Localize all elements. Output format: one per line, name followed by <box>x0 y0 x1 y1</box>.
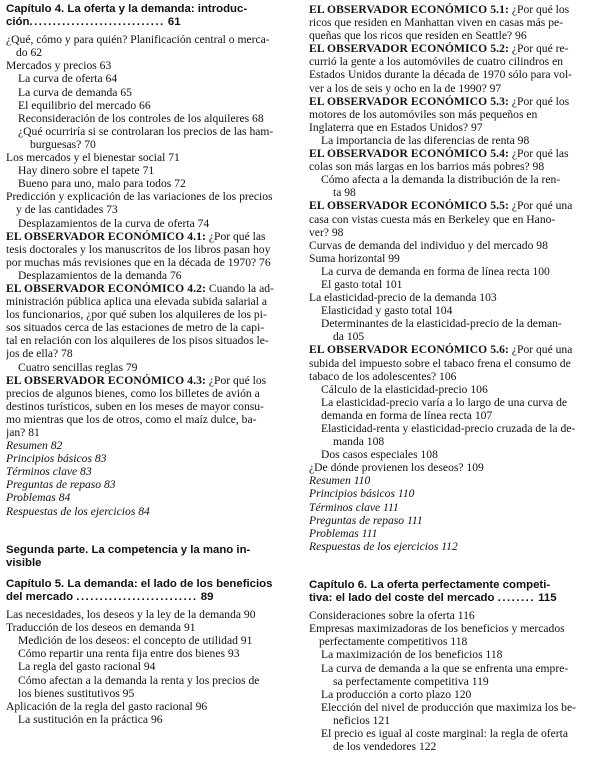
toc-entry: Aplicación de la regla del gasto racional 96 <box>6 699 208 713</box>
toc-entry: Inglaterra que en Estados Unidos? 97 <box>309 120 483 134</box>
toc-entry: Elasticidad-renta y elasticidad-precio cruzada de la de- <box>321 422 576 435</box>
chapter-6-title: Capítulo 6. La oferta perfectamente competi- <box>309 578 551 591</box>
toc-entry: Cómo repartir una renta fija entre dos bienes 93 <box>18 647 240 661</box>
toc-entry: Términos clave 111 <box>309 500 399 514</box>
chapter-5-title-cont <box>6 591 292 604</box>
chapter-4-title: Capítulo 4. La oferta y la demanda: introduc- <box>6 3 248 15</box>
toc-entry: Empresas maximizadoras de los beneficios y mercados <box>309 622 565 636</box>
toc-entry: demanda en forma de línea recta 107 <box>321 408 493 422</box>
observer-text: ¿Por qué los <box>508 3 570 16</box>
chapter-6-page: 115 <box>538 592 557 605</box>
toc-entry: Desplazamientos de la curva de oferta 74 <box>18 216 210 230</box>
toc-entry: ricos que residen en Manhattan viven en casas más pe- <box>309 16 564 30</box>
leader-dots: ............................. <box>29 16 165 29</box>
toc-entry: La producción a corto plazo 120 <box>321 687 472 701</box>
toc-entry: El equilibrio del mercado 66 <box>18 98 151 112</box>
toc-entry: y de las cantidades 73 <box>16 203 118 217</box>
toc-entry: Medición de los deseos: el concepto de utilidad 91 <box>18 634 253 648</box>
toc-entry: subida del impuesto sobre el tabaco frena el consumo de <box>309 356 571 370</box>
toc-entry: ver a los de seis y ocho en la de 1990? 97 <box>309 81 502 95</box>
observer-label: EL OBSERVADOR ECONÓMICO 5.6: <box>309 343 509 357</box>
toc-entry: ver? 98 <box>309 225 344 239</box>
observer-label: EL OBSERVADOR ECONÓMICO 5.1: <box>309 3 509 16</box>
observer-4-1 <box>6 230 292 243</box>
toc-entry: de los vendedores 122 <box>333 740 437 754</box>
observer-label: EL OBSERVADOR ECONÓMICO 5.3: <box>309 94 509 108</box>
toc-entry: Resumen 110 <box>309 474 371 488</box>
toc-entry: colas son más largas en los barrios más pobres? 98 <box>309 160 545 174</box>
observer-5-1 <box>309 3 594 16</box>
toc-entry: motores de los automóviles son más pequeños en <box>309 107 538 121</box>
toc-entry: Respuestas de los ejercicios 112 <box>309 539 458 553</box>
observer-4-3 <box>6 374 292 387</box>
toc-entry: Cómo afecta a la demanda la distribución de la ren- <box>321 173 561 187</box>
toc-entry: sa perfectamente competitiva 119 <box>333 674 489 688</box>
toc-entry: ministración pública aplica una elevada subida salarial a <box>6 295 268 309</box>
toc-entry: Suma horizontal 99 <box>309 251 400 265</box>
observer-label: EL OBSERVADOR ECONÓMICO 5.5: <box>309 199 509 213</box>
toc-entry: casa con vistas cuesta más en Berkeley que en Hano- <box>309 212 556 226</box>
toc-entry: Predicción y explicación de las variaciones de los precios <box>6 190 273 204</box>
toc-entry: Resumen 82 <box>6 439 63 453</box>
toc-entry: Principios básicos 83 <box>6 452 107 466</box>
observer-text: ¿Por qué una <box>508 199 573 213</box>
toc-entry: Dos casos especiales 108 <box>321 448 438 462</box>
toc-entry: neficios 121 <box>333 713 390 727</box>
toc-entry: Elasticidad y gasto total 104 <box>321 304 453 318</box>
toc-entry: sos situados cerca de las estaciones de metro de la capi- <box>6 321 265 335</box>
toc-entry: ta 98 <box>333 186 356 200</box>
toc-entry: tal en relación con los alquileres de los pisos situados le- <box>6 334 269 348</box>
toc-entry: Consideraciones sobre la oferta 116 <box>309 609 475 623</box>
toc-entry: da 105 <box>333 330 365 344</box>
toc-entry: La regla del gasto racional 94 <box>18 660 156 674</box>
toc-entry: Cuatro sencillas reglas 79 <box>18 360 138 374</box>
toc-entry: Estados Unidos durante la década de 1970 sólo para vol- <box>309 68 573 82</box>
toc-entry: Mercados y precios 63 <box>6 59 112 73</box>
chapter-6-title-cont <box>309 592 594 605</box>
toc-entry: Respuestas de los ejercicios 84 <box>6 504 150 518</box>
toc-entry: Las necesidades, los deseos y la ley de la demanda 90 <box>6 608 256 622</box>
observer-text: ¿Por qué las <box>508 147 569 161</box>
observer-label: EL OBSERVADOR ECONÓMICO 4.3: <box>6 373 206 387</box>
toc-entry: La curva de oferta 64 <box>18 72 118 86</box>
toc-entry: Cómo afectan a la demanda la renta y los precios de <box>18 673 260 687</box>
toc-entry: tabaco de los adolescentes? 106 <box>309 369 457 383</box>
toc-entry: La curva de demanda a la que se enfrenta una empre- <box>321 661 569 675</box>
toc-entry: los bienes sustitutivos 95 <box>18 686 135 700</box>
toc-entry: burguesas? 70 <box>30 137 96 151</box>
observer-label: EL OBSERVADOR ECONÓMICO 4.2: <box>6 281 206 295</box>
toc-entry: Bueno para uno, malo para todos 72 <box>18 177 186 191</box>
chapter-6-title-end: tiva: el lado del coste del mercado <box>309 592 495 605</box>
toc-entry: queñas que los ricos que residen en Seattle? 96 <box>309 29 527 43</box>
toc-entry: La curva de demanda en forma de línea recta 100 <box>321 264 550 278</box>
observer-label: EL OBSERVADOR ECONÓMICO 5.4: <box>309 147 509 161</box>
observer-5-5 <box>309 199 594 212</box>
toc-entry: por muchas más revisiones que en la década de 1970? 76 <box>6 255 271 269</box>
right-column <box>309 3 594 753</box>
toc-entry: El precio es igual al coste marginal: la regla de oferta <box>321 726 569 740</box>
toc-entry: los funcionarios, ¿por qué suben los alquileres de los pi- <box>6 308 267 322</box>
observer-5-2 <box>309 42 594 55</box>
observer-5-3 <box>309 95 594 108</box>
toc-entry: La importancia de las diferencias de renta 98 <box>321 133 530 147</box>
observer-5-6 <box>309 343 594 356</box>
toc-entry: ¿Qué ocurriría si se controlaran los precios de las ham- <box>18 124 274 138</box>
toc-entry: La elasticidad-precio varía a lo largo de una curva de <box>321 395 568 409</box>
observer-5-4 <box>309 147 594 160</box>
toc-entry: Elección del nivel de producción que maximiza los be- <box>321 700 576 714</box>
toc-entry: Determinantes de la elasticidad-precio de la deman- <box>321 317 562 331</box>
toc-entry: Preguntas de repaso 83 <box>6 478 116 492</box>
toc-entry: La sustitución en la práctica 96 <box>18 712 163 726</box>
left-column <box>6 3 292 726</box>
toc-entry: Cálculo de la elasticidad-precio 106 <box>321 382 488 396</box>
chapter-4-page: 61 <box>167 16 181 29</box>
toc-entry: jos de ella? 78 <box>6 347 73 361</box>
chapter-4-title-cont <box>6 16 292 29</box>
part-2-title-cont: visible <box>6 556 42 569</box>
toc-entry: Problemas 111 <box>309 526 378 540</box>
toc-entry: mo mientras que los de otros, como el maíz dulce, ba- <box>6 412 257 426</box>
toc-entry: tesis doctorales y los manuscritos de los libros pasan hoy <box>6 242 271 256</box>
observer-text: Cuando la ad- <box>205 281 274 295</box>
observer-text: ¿Por qué los <box>508 94 570 108</box>
toc-entry: Traducción de los deseos en demanda 91 <box>6 621 196 635</box>
chapter-5-title: Capítulo 5. La demanda: el lado de los beneficios <box>6 577 273 590</box>
toc-entry: do 62 <box>16 46 43 60</box>
part-2-title: Segunda parte. La competencia y la mano in- <box>6 543 251 556</box>
toc-entry: precios de algunos bienes, como los billetes de avión a <box>6 386 260 400</box>
toc-entry: Principios básicos 110 <box>309 487 415 501</box>
observer-text: ¿Por qué los <box>205 373 267 387</box>
toc-entry: manda 108 <box>333 435 385 449</box>
toc-entry: destinos turísticos, suben en los meses de mayor consu- <box>6 399 264 413</box>
leader-dots: ........ <box>497 592 535 605</box>
observer-4-2 <box>6 282 292 295</box>
toc-entry: La maximización de los beneficios 118 <box>321 648 503 662</box>
toc-entry: Reconsideración de los controles de los alquileres 68 <box>18 111 264 125</box>
toc-entry: jan? 81 <box>6 426 40 439</box>
toc-entry: Hay dinero sobre el tapete 71 <box>18 164 155 178</box>
toc-entry: currió la gente a los automóviles de cuatro cilindros en <box>309 55 564 69</box>
toc-entry: Desplazamientos de la demanda 76 <box>18 268 182 282</box>
toc-entry: ¿Qué, cómo y para quién? Planificación central o merca- <box>6 33 270 47</box>
toc-entry: La curva de demanda 65 <box>18 85 132 99</box>
observer-text: ¿Por qué una <box>508 343 573 357</box>
leader-dots: .......................... <box>76 590 198 603</box>
observer-text: ¿Por qué re- <box>508 42 569 56</box>
toc-entry: El gasto total 101 <box>321 277 403 291</box>
chapter-4-title-end: ción <box>6 16 30 29</box>
toc-entry: Preguntas de repaso 111 <box>309 513 423 527</box>
observer-label: EL OBSERVADOR ECONÓMICO 5.2: <box>309 42 509 56</box>
observer-label: EL OBSERVADOR ECONÓMICO 4.1: <box>6 229 206 243</box>
observer-text: ¿Por qué las <box>205 229 266 243</box>
toc-entry: ¿De dónde provienen los deseos? 109 <box>309 461 484 475</box>
toc-entry: Problemas 84 <box>6 491 71 505</box>
toc-entry: perfectamente competitivos 118 <box>319 635 468 649</box>
chapter-5-page: 89 <box>200 590 214 603</box>
toc-entry: Los mercados y el bienestar social 71 <box>6 151 180 165</box>
toc-entry: La elasticidad-precio de la demanda 103 <box>309 291 497 305</box>
toc-entry: Curvas de demanda del individuo y del mercado 98 <box>309 238 548 252</box>
toc-entry: Términos clave 83 <box>6 465 92 479</box>
chapter-5-title-end: del mercado <box>6 590 74 603</box>
